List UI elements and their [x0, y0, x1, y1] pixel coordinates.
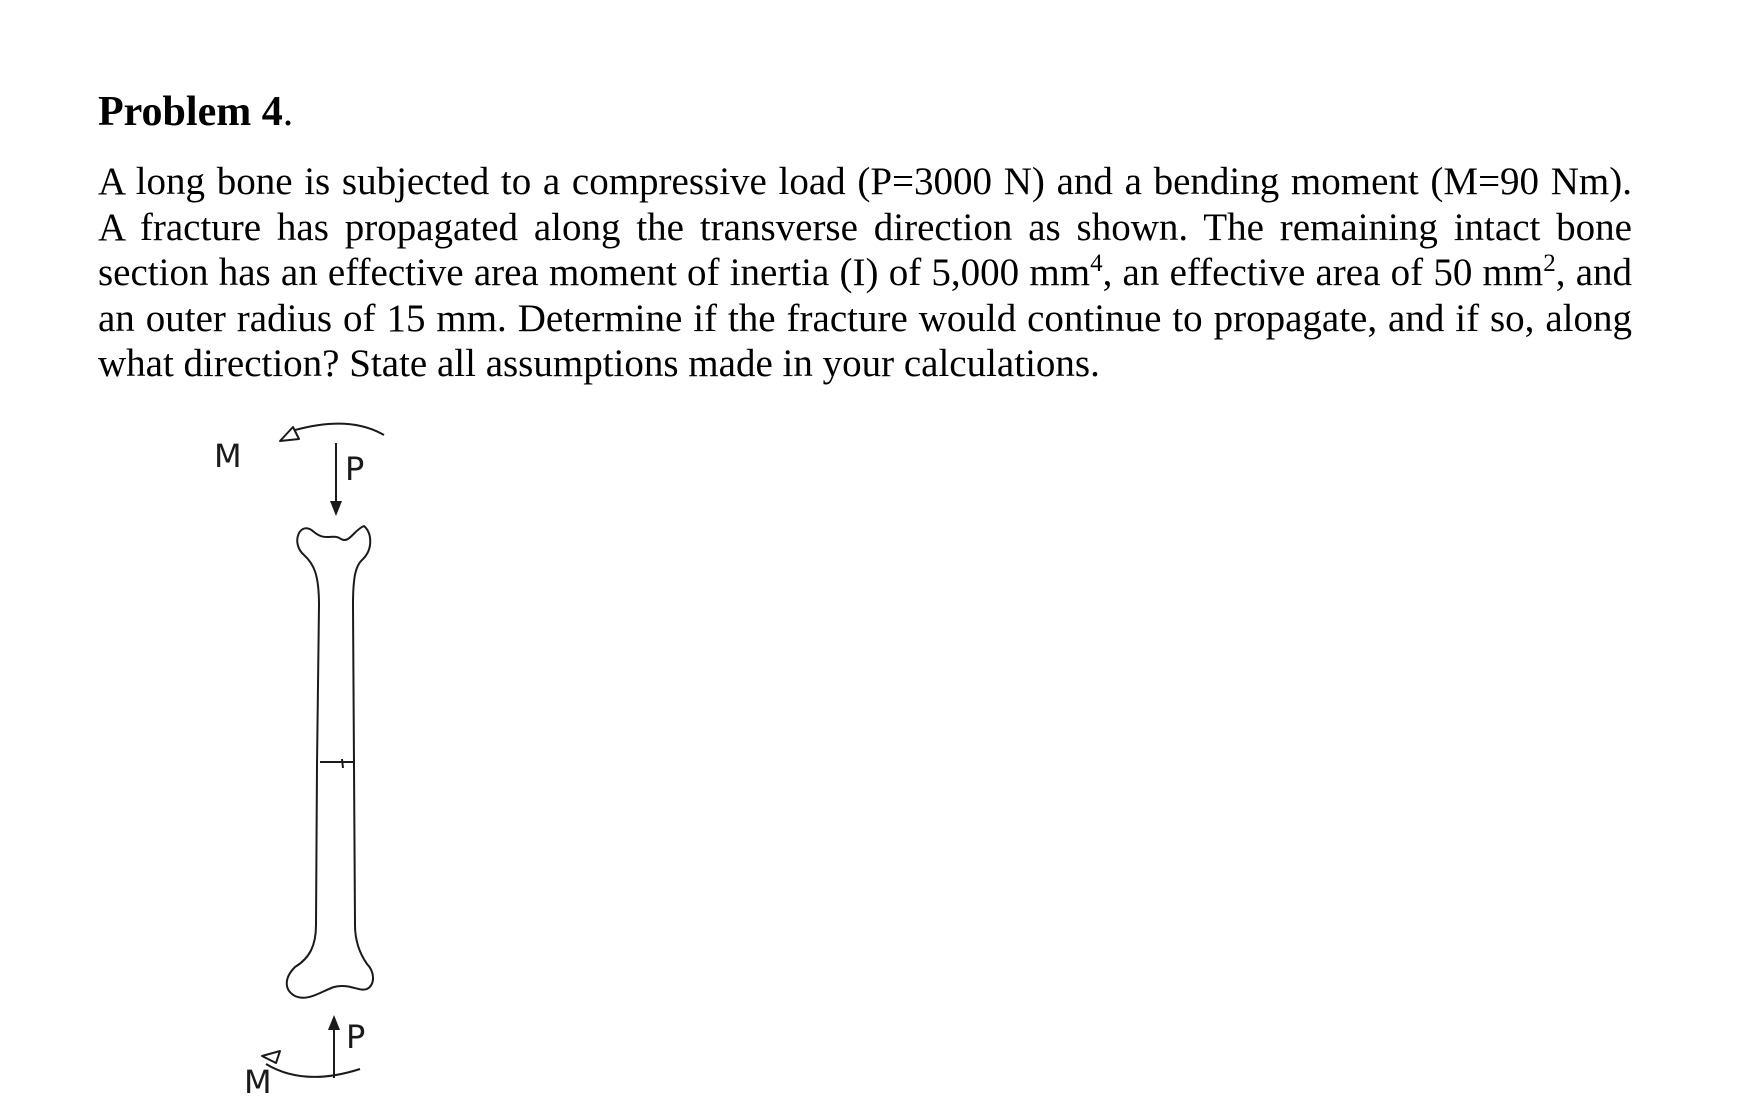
moment-arrowhead-bottom-icon [262, 1051, 280, 1063]
bone-diagram [200, 415, 420, 1095]
fracture-tick [342, 759, 343, 768]
statement-part-3: , and an outer radius of 15 mm. Determine if the fracture would continue to propagate, and if so, along what direction? State all assumptions made in your calculations. [98, 251, 1632, 385]
moment-arc-bottom [266, 1064, 360, 1077]
problem-label: Problem 4 [98, 89, 283, 135]
bone-figure [200, 415, 420, 1095]
load-label-bottom: P [346, 1018, 366, 1056]
problem-period: . [282, 89, 294, 135]
load-label-top: P [345, 450, 365, 488]
load-arrowhead-bottom-icon [328, 1015, 340, 1030]
statement-part-2: , an effective area of 50 mm [1102, 251, 1544, 294]
superscript-4: 4 [1090, 250, 1103, 277]
load-arrowhead-top-icon [330, 501, 342, 516]
superscript-2: 2 [1543, 250, 1556, 277]
problem-heading [98, 84, 293, 140]
moment-label-top: M [214, 437, 242, 475]
moment-label-bottom: M [244, 1063, 272, 1095]
moment-arc-top [295, 424, 384, 435]
statement-part-1: A long bone is subjected to a compressive load (P=3000 N) and a bending moment (M=90 Nm). A fracture has propagated along the transverse direction as shown. The remaining intact bone section has an effective area moment of inertia (I) of 5,000 mm [98, 160, 1632, 294]
problem-statement [98, 159, 1632, 387]
